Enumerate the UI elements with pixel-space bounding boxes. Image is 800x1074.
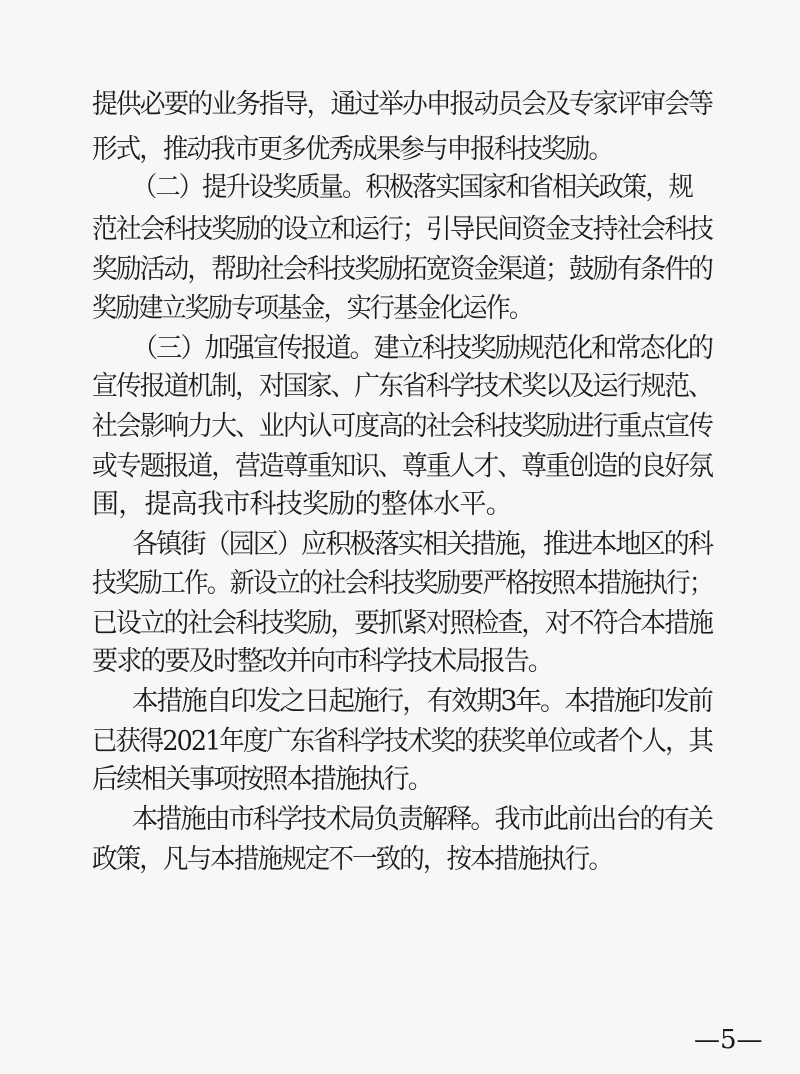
text-line — [0, 248, 800, 292]
line-text: 各镇街（园区）应积极落实相关措施，推进本地区的科 — [132, 529, 713, 560]
text-line — [0, 83, 800, 127]
line-text: 范社会科技奖励的设立和运行；引导民间资金支持社会科技 — [92, 214, 712, 245]
line-text: 形式，推动我市更多优秀成果参与申报科技奖励。 — [92, 134, 613, 165]
line-text: 提供必要的业务指导，通过举办申报动员会及专家评审会等 — [92, 89, 712, 120]
line-text: （二）提升设奖质量。积极落实国家和省相关政策，规 — [132, 172, 692, 203]
text-line — [0, 287, 800, 331]
line-text: 已设立的社会科技奖励，要抓紧对照检查，对不符合本措施 — [92, 608, 712, 639]
line-text: 或专题报道，营造尊重知识、尊重人才、尊重创造的良好氛 — [92, 451, 712, 482]
text-line — [0, 758, 800, 802]
line-text: 社会影响力大、业内认可度高的社会科技奖励进行重点宣传 — [92, 411, 712, 442]
text-line — [0, 405, 800, 449]
line-text: 宣传报道机制，对国家、广东省科学技术奖以及运行规范、 — [92, 371, 712, 402]
line-text: 要求的要及时整改并向市科学技术局报告。 — [92, 646, 552, 677]
text-line — [0, 680, 800, 724]
line-text: 后续相关事项按照本措施执行。 — [92, 764, 432, 795]
page-number: —5— — [694, 1025, 763, 1055]
line-text: 奖励活动，帮助社会科技奖励拓宽资金渠道；鼓励有条件的 — [92, 254, 712, 285]
text-line — [0, 838, 800, 882]
line-text: 技奖励工作。新设立的社会科技奖励要严格按照本措施执行； — [92, 568, 712, 599]
line-text: 政策，凡与本措施规定不一致的，按本措施执行。 — [92, 844, 613, 875]
text-line — [0, 166, 800, 210]
text-line — [0, 640, 800, 684]
line-text: 本措施自印发之日起施行，有效期3年。本措施印发前 — [132, 686, 712, 717]
text-line — [0, 562, 800, 606]
line-text: 已获得2021年度广东省科学技术奖的获奖单位或者个人，其 — [92, 726, 713, 757]
text-line — [0, 483, 800, 527]
text-line — [0, 208, 800, 252]
line-text: 围，提高我市科技奖励的整体水平。 — [92, 489, 512, 520]
text-line — [0, 365, 800, 409]
line-text: 本措施由市科学技术局负责解释。我市此前出台的有关 — [132, 804, 713, 835]
text-line — [0, 798, 800, 842]
line-text: 奖励建立奖励专项基金，实行基金化运作。 — [92, 293, 532, 324]
line-text: （三）加强宣传报道。建立科技奖励规范化和常态化的 — [132, 333, 713, 364]
text-line — [0, 523, 800, 567]
